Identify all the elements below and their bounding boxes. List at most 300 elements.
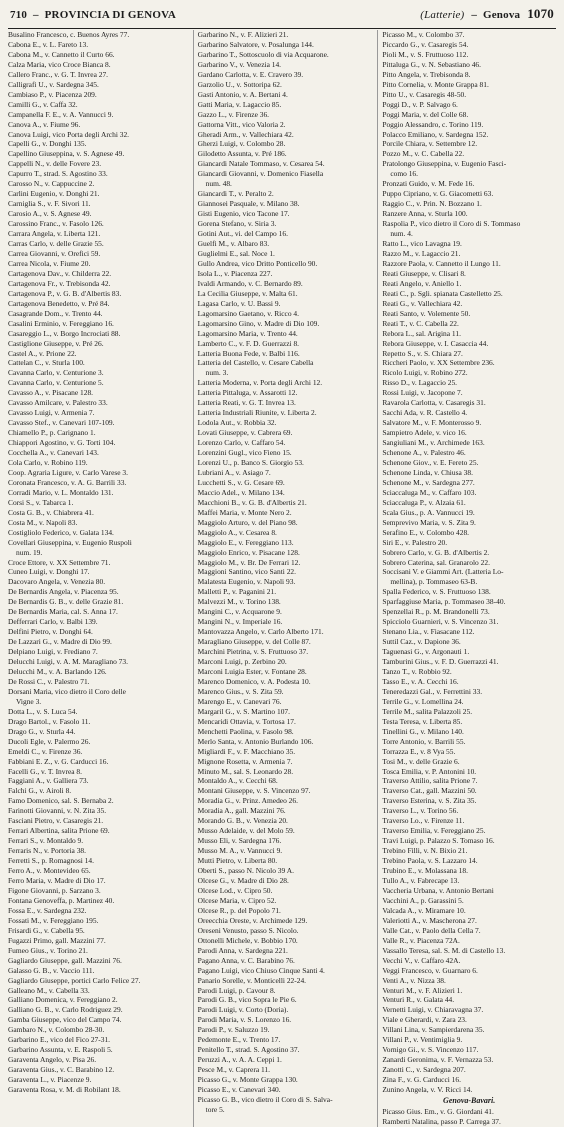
listing-entry: Penitello T., strad. S. Agostino 37. [197, 1045, 300, 1055]
listing-entry: Malatesta Eugenio, v. Napoli 93. [197, 577, 296, 587]
listing-entry: Schenone Giov., v. E. Fereto 25. [382, 457, 479, 467]
listing-entry: Carrara Angela, v. Liberta 121. [8, 229, 101, 239]
listing-entry: Macchioni B., v. G. B. d'Albertis 21. [197, 497, 307, 507]
listing-entry: Gardano Carlotta, v. E. Cravero 39. [197, 69, 304, 79]
listing-entry: Malvezzi M., v. Torino 138. [197, 597, 281, 607]
listing-entry: Gheradi Arm., v. Vallechiara 42. [197, 129, 294, 139]
listing-entry: Marengo E., v. Canevari 76. [197, 696, 282, 706]
listing-entry: Mignone Rosetta, v. Armenia 7. [197, 756, 293, 766]
listing-entry: Chiappori Agostino, v. G. Torti 104. [8, 438, 116, 448]
listing-entry: Reati T., v. C. Cabella 22. [382, 318, 459, 328]
listing-entry: Sciaccaluga M., v. Caffaro 103. [382, 487, 477, 497]
listing-entry: Emeldi C., v. Firenze 36. [8, 746, 83, 756]
listing-entry: Galleano M., v. Cabella 33. [8, 985, 90, 995]
listing-entry: Pratolongo Giuseppina, v. Eugenio Fasci- [382, 159, 507, 169]
listing-entry: Schenone A., v. Palestro 46. [382, 448, 466, 458]
listing-entry: Panario Sorelle, v. Monticelli 22-24. [197, 975, 307, 985]
listing-entry: Carniglia S., v. F. Sivori 11. [8, 199, 91, 209]
listing-entry-continuation: tore 5. [205, 1104, 225, 1114]
listing-entry: Raspolia P., vico dietro il Coro di S. Tommaso [382, 219, 521, 229]
listing-entry-continuation: num. 19. [16, 547, 43, 557]
listing-entry: Parodi Anna, v. Sardegna 221. [197, 945, 288, 955]
listing-entry: Galliano Domenica, v. Fereggiano 2. [8, 995, 118, 1005]
listing-entry-continuation: num. 3. [205, 368, 229, 378]
listing-entry: Casagrande Dom., v. Trento 44. [8, 308, 103, 318]
listing-entry: Corsi S., v. Tabarca 1. [8, 497, 74, 507]
listing-entry: Terrile G., v. Lomellina 24. [382, 696, 464, 706]
listing-entry: Parodi P., v. Saluzzo 19. [197, 1025, 270, 1035]
listing-entry: Tosca Emilia, v. P. Antonini 10. [382, 766, 477, 776]
listing-entry: Pesce M., v. Caprera 11. [197, 1065, 271, 1075]
listing-entry: Traverso Esterina, v. S. Zita 35. [382, 796, 477, 806]
listing-entry: Gamba Giuseppe, vico del Campo 74. [8, 1015, 122, 1025]
listing-entry-continuation: Vigne 3. [16, 696, 42, 706]
city-title: Genova [482, 9, 521, 21]
listing-entry: Marenco Domenico, v. A. Podesta 10. [197, 676, 311, 686]
listing-entry: Vacchini A., p. Garassini 5. [382, 895, 464, 905]
listing-entry: Gilodetto Assunta, v. Pré 186. [197, 149, 287, 159]
listing-entry: Menchetti Paolina, v. Fasolo 98. [197, 726, 294, 736]
listing-entry: Picasso G. B., vico dietro il Coro di S. Salva- [197, 1094, 333, 1104]
listing-entry: Fabbiani E. Z., v. G. Carducci 16. [8, 756, 109, 766]
listing-entry: Cappelli N., v. delle Fovere 23. [8, 159, 102, 169]
listing-entry: Garbarino E., vico del Fico 27-31. [8, 1035, 111, 1045]
listing-entry: Cattelan C., v. Sturla 100. [8, 358, 85, 368]
listing-entry: Olcese R., p. del Popolo 71. [197, 905, 281, 915]
listing-entry: Sacchi Ada, v. R. Castello 4. [382, 408, 468, 418]
listing-entry: Trebino Filli, v. N. Bixio 21. [382, 846, 468, 856]
listing-entry: Margaril G., v. S. Martino 107. [197, 706, 290, 716]
listing-entry: Picasso M., v. Colombo 37. [382, 30, 465, 39]
listing-entry: Cavasso Luigi, v. Armenia 7. [8, 408, 95, 418]
listing-entry: Cuneo Luigi, v. Donghi 17. [8, 567, 90, 577]
listing-entry: Ottonelli Michele, v. Bobbio 170. [197, 935, 298, 945]
listing-entry: Callero Franc., v. G. T. Invrea 27. [8, 69, 109, 79]
listing-entry: Covellari Giuseppina, v. Eugenio Ruspoli [8, 537, 132, 547]
listing-entry: Travi Luigi, p. Palazzo S. Tomaso 16. [382, 836, 495, 846]
listing-entry: Pitto Angela, v. Trebisonda 8. [382, 69, 471, 79]
listing-entry: Garbarino V., v. Venezia 14. [197, 59, 282, 69]
listing-entry: Parodi Luigi, p. Cavour 8. [197, 985, 276, 995]
listing-entry: Lagomarsino Maria, v. Trento 44. [197, 328, 298, 338]
listing-entry: Capellino Giuseppina, v. S. Agnese 49. [8, 149, 125, 159]
listing-entry: Riccheri Paolo, v. XX Settembre 236. [382, 358, 495, 368]
listing-entry: Sangiuliani M., v. Archimede 163. [382, 438, 485, 448]
listing-entry: Fugazzi Primo, gall. Mazzini 77. [8, 935, 106, 945]
listing-entry: Viale e Gherardi, v. Zara 23. [382, 1015, 467, 1025]
listing-entry: Calligrafi U., v. Sardegna 345. [8, 79, 99, 89]
listing-entry: Montaldo A., v. Cecchi 68. [197, 776, 278, 786]
listing-entry: Veggi Francesco, v. Guarnaro 6. [382, 965, 478, 975]
listing-entry-continuation: como 16. [390, 169, 419, 179]
listing-entry: La Cecilia Giuseppe, v. Malta 61. [197, 288, 298, 298]
page-number-right: 1070 [527, 6, 554, 21]
listing-entry: Mantovazza Angelo, v. Carlo Alberto 171. [197, 627, 324, 637]
listing-entry: Suttil Caz., v. Dapione 36. [382, 637, 461, 647]
listing-entry: Porcile Chiara, v. Settembre 12. [382, 139, 478, 149]
listing-entry: Pitto U., v. Casaregis 48-50. [382, 89, 467, 99]
listing-entry: Risso D., v. Lagaccio 25. [382, 378, 458, 388]
listing-entry: Garaventa Gius., v. C. Barabino 12. [8, 1065, 115, 1075]
listing-entry: Traverso Lo., v. Firenze 11. [382, 816, 465, 826]
listing-entry: De Bernardis Maria, cal. S. Anna 17. [8, 607, 118, 617]
listing-entry: Tullo A., v. Fabrecape 13. [382, 876, 460, 886]
listing-entry: Capelli G., v. Donghi 135. [8, 139, 87, 149]
listing-entry: Schenone Linda, v. Chiusa 38. [382, 467, 473, 477]
listing-entry: Lodola Aut., v. Robbia 32. [197, 418, 277, 428]
listing-entry: Busalino Francesco, c. Buenos Ayres 77. [8, 30, 130, 39]
listing-entry: Sciaccaluga P., v. Alzaia 61. [382, 497, 466, 507]
listing-entry: Tinellini G., v. Milano 140. [382, 726, 464, 736]
listing-entry: Ferrari S., v. Montaldo 9. [8, 836, 84, 846]
listing-entry: Traverso Emilia, v. Fereggiano 25. [382, 826, 486, 836]
listing-entry: Valcada A., v. Miramare 10. [382, 905, 466, 915]
listing-entry: Gagliardo Giuseppe, portici Carlo Felice 27. [8, 975, 141, 985]
listing-entry: Spenzellai R., p. M. Brandonelli 73. [382, 607, 490, 617]
listing-entry: Pagano Anna, v. C. Barabino 76. [197, 955, 295, 965]
listing-entry: Cavanna Carlo, v. Centurione 3. [8, 368, 104, 378]
section-heading: Genova-Bavari. [443, 1095, 496, 1105]
listing-entry: Latteria Pittaluga, v. Assarotti 12. [197, 388, 298, 398]
listing-entry: Ravarola Carlotta, v. Casaregis 31. [382, 398, 486, 408]
listing-entry: Carrea Giovanni, v. Orefici 59. [8, 248, 101, 258]
listing-entry-continuation: num. 4. [390, 229, 413, 239]
listing-entry: Farinotti Giovanni, v. N. Zita 35. [8, 806, 107, 816]
listing-entry: Garbarino Assunta, v. E. Raspoli 5. [8, 1045, 113, 1055]
listing-entry: Tamburini Gius., v. F. D. Guerrazzi 41. [382, 657, 499, 667]
listing-entry: Cartagenova Dav., v. Childerra 22. [8, 268, 112, 278]
listing-entry: Ricolo Luigi, v. Robino 272. [382, 368, 468, 378]
listing-entry: Morando G. B., v. Venezia 20. [197, 816, 288, 826]
listing-entry: Razzore Paola, v. Cannetto il Lungo 11. [382, 258, 501, 268]
listing-entry: Delpiano Luigi, v. Frediano 7. [8, 647, 98, 657]
listing-entry-continuation: num. 48. [205, 179, 232, 189]
listing-entry: Faggiani A., v. Galliera 73. [8, 776, 89, 786]
listing-entry: Tanzo T., v. Robbio 92. [382, 667, 452, 676]
listing-entry: Fossa E., v. Sardegna 232. [8, 905, 87, 915]
listing-entry: Olcese Maria, v. Cipro 52. [197, 895, 277, 905]
listing-entry: Cola Carlo, v. Robino 119. [8, 457, 88, 467]
listing-entry: Malletti P., v. Paganini 21. [197, 587, 277, 597]
listing-entry: Venti A., v. Nizza 38. [382, 975, 446, 985]
listing-entry: Razzo M., v. Lagaccio 21. [382, 248, 461, 258]
listing-entry: Pagano Luigi, vico Chiuso Cinque Santi 4. [197, 965, 325, 975]
listing-entry: Garbarino N., v. F. Alizieri 21. [197, 30, 289, 39]
listing-entry: Gasti Antonio, v. A. Bertani 4. [197, 89, 288, 99]
listing-entry: Raggio C., v. Prin. N. Bozzano 1. [382, 199, 482, 209]
listing-entry: Tosi M., v. delle Grazie 6. [382, 756, 460, 766]
listing-entry: Gullo Andrea, vico Dritto Ponticello 90. [197, 258, 318, 268]
listing-entry: Parodi G. B., vico Sopra le Pie 6. [197, 995, 297, 1005]
listing-entry: Giancardi Natale Tommaso, v. Cesarea 54. [197, 159, 325, 169]
listing-entry: Garzolio U., v. Sottoripa 62. [197, 79, 282, 89]
listing-entry: Maragliano Giuseppe, v. del Colle 87. [197, 637, 311, 647]
listing-entry: Peruzzi A., v. A. A. Ceppi 1. [197, 1055, 282, 1065]
listing-entry: Cocchella A., v. Canevari 143. [8, 448, 99, 458]
header-right [420, 6, 554, 22]
listing-entry: Drago Bartol., v. Fasolo 11. [8, 716, 91, 726]
listing-entry: Coronata Francesco, v. A. G. Barrili 33. [8, 477, 127, 487]
listing-entry: Garaventa Rosa, v. M. di Robilant 18. [8, 1085, 121, 1095]
listing-entry: Guelfi M., v. Albaro 83. [197, 239, 270, 249]
listing-entry: Latteria Moderna, v. Porta degli Archi 12. [197, 378, 323, 388]
listing-entry: Puppo Cipriano, v. G. Giacometti 63. [382, 189, 494, 199]
listing-entry: Dacovaro Angela, v. Venezia 80. [8, 577, 106, 587]
listing-entry: Cambiaso P., v. Piacenza 209. [8, 89, 97, 99]
listing-entry: Picasso E., v. Canevari 340. [197, 1085, 281, 1095]
listing-entry: Reati Santo, v. Volemente 50. [382, 308, 471, 318]
listing-entry: Oberti S., passo N. Nicolo 39 A. [197, 866, 294, 876]
listing-column-1 [8, 30, 187, 1127]
listing-entry: Fumeo Gius., v. Torino 21. [8, 945, 88, 955]
listing-entry: Picasso Gius. Em., v. G. Giordani 41. [382, 1106, 494, 1116]
listing-entry: Serafino E., v. Colombo 428. [382, 527, 470, 537]
listing-entry: Valle Cat., v. Paolo della Cella 7. [382, 925, 481, 935]
listing-entry: Maggiolo Enrico, v. Pisacane 128. [197, 547, 300, 557]
listing-entry: Garaventa L., v. Piacenze 9. [8, 1075, 92, 1085]
listing-entry: Carossino Franc., v. Fasolo 126. [8, 219, 104, 229]
listing-entry: Costa M., v. Napoli 83. [8, 517, 78, 527]
listing-entry: Mencaridi Ottavia, v. Tortosa 17. [197, 716, 296, 726]
listing-entry: Vernetti Luigi, v. Chiaravagna 37. [382, 1005, 484, 1015]
listing-entry: Vecchi V., v. Caffaro 42A. [382, 955, 461, 965]
listing-entry: Ferro Maria, v. Madre di Dio 17. [8, 876, 106, 886]
listing-entry: Fasciani Pietro, v. Casaregis 21. [8, 816, 104, 826]
listing-entry: Semprevivo Maria, v. S. Zita 9. [382, 517, 476, 527]
listing-entry: Reati Angelo, v. Aniello 1. [382, 278, 462, 288]
listing-entry: Valle R., v. Piacenza 72A. [382, 935, 460, 945]
page-header [8, 6, 556, 29]
listing-entry: Carosio A., v. S. Agnese 49. [8, 209, 92, 219]
listing-entry: Trebino Paola, v. S. Lazzaro 14. [382, 856, 478, 866]
listing-entry: Siri E., v. Palestro 20. [382, 537, 448, 547]
listing-entry: Tasso E., v. A. Cecchi 16. [382, 676, 459, 686]
listing-entry-continuation: mellina), p. Tommaseo 63-B. [390, 577, 478, 587]
listing-entry: Cabona M., v. Cannetto il Curto 66. [8, 49, 115, 59]
listing-entry: Fontana Genoveffa, p. Martinez 40. [8, 895, 115, 905]
listing-entry: Gorena Stefano, v. Siria 3. [197, 219, 277, 229]
listing-entry: Ivaldi Armando, v. C. Bernardo 89. [197, 278, 303, 288]
listing-entry: De Bernardis Angela, v. Piacenza 95. [8, 587, 119, 597]
header-dash-left: – [30, 9, 42, 21]
listing-entry: Campanella F. E., v. A. Vannucci 9. [8, 109, 114, 119]
listing-entry: Spicciolo Guarnieri, v. S. Vincenzo 31. [382, 617, 499, 627]
listing-entry: Valeriotti A., v. Mascherona 27. [382, 915, 477, 925]
listing-entry: Giancardi Giovanni, v. Domenico Fiasella [197, 169, 324, 179]
listing-entry: Trubino E., v. Molassana 18. [382, 866, 468, 876]
listing-entry: Gattorna Vitt., vico Valoria 2. [197, 119, 286, 129]
listing-entry: Poggi D., v. P. Salvago 6. [382, 99, 458, 109]
listing-entry: Dorsani Maria, vico dietro il Coro delle [8, 686, 126, 696]
listing-entry: Sampietro Adele, v. vico 16. [382, 428, 467, 438]
listing-entry: Maffei Maria, v. Monte Nero 2. [197, 507, 292, 517]
listing-entry: Merlo Santa, v. Antonio Burlando 106. [197, 736, 314, 746]
listing-entry: Rebora L., sal. Arigina 11. [382, 328, 461, 338]
listing-entry: Musso Eli, v. Sardegna 176. [197, 836, 282, 846]
listing-entry: De Rossi C., v. Palestro 71. [8, 676, 90, 686]
listing-entry: Frisardi G., v. Cabella 95. [8, 925, 85, 935]
listing-entry: Maggioni Santino, vico Santi 22. [197, 567, 296, 577]
listing-entry: Zunino Angela, v. V. Ricci 14. [382, 1085, 473, 1095]
listing-entry: Latteria Industriali Riunite, v. Liberta 2. [197, 408, 317, 418]
listing-entry: Cavanna Carlo, v. Centurione 5. [8, 378, 104, 388]
listing-entry: Mutti Pietro, v. Liberta 80. [197, 856, 278, 866]
listing-entry: Mangini C., v. Acquarone 9. [197, 607, 282, 617]
listing-entry: Marenco Gius., v. S. Zita 59. [197, 686, 284, 696]
listing-entry: Croce Ettore, v. XX Settembre 71. [8, 557, 111, 567]
listing-entry: Ducoli Egle, v. Palermo 26. [8, 736, 91, 746]
listing-entry: Zanotti C., v. Sardegna 207. [382, 1065, 466, 1075]
listing-entry: Delfini Pietro, v. Donghi 64. [8, 627, 93, 637]
listing-entry: Latteria del Castello, v. Cesare Cabella [197, 358, 314, 368]
listing-entry: Latteria Reati, v. G. T. Invrea 13. [197, 398, 296, 408]
listing-entry: Oreecchia Oreste, v. Archimede 129. [197, 915, 308, 925]
listing-entry: Giancardi T., v. Peralto 2. [197, 189, 274, 199]
listing-entry: Lorenzini Gugl., vico Fieno 15. [197, 448, 292, 458]
listing-entry: Reati Giuseppe, v. Clisari 8. [382, 268, 466, 278]
listing-entry: Olcese Lod., v. Cipro 50. [197, 885, 273, 895]
listing-entry: Delucchi Luigi, v. A. M. Maragliano 73. [8, 657, 128, 667]
listing-entry: Cavasso Amilcare, v. Palestro 33. [8, 398, 108, 408]
listing-entry: Ratto L., vico Lavagna 19. [382, 239, 462, 249]
listing-entry: Montani Giuseppe, v. S. Vincenzo 97. [197, 786, 311, 796]
listing-entry: De Lazzari G., v. Madre di Dio 99. [8, 637, 112, 647]
listing-entry: Garbarino T., Sottoscuolo di via Acquarone. [197, 49, 329, 59]
listing-entry: Coop. Agraria Ligure, v. Carlo Varese 3. [8, 467, 128, 477]
listing-entry: Soccisani V. e Giammi Art. (Latteria Lo- [382, 567, 504, 577]
listing-entry: Stenano Lia., v. Fiasacane 112. [382, 627, 475, 637]
listing-entry: Defferrari Carlo, v. Balbi 139. [8, 617, 98, 627]
listing-entry: Gotini Aut., vi. del Campo 16. [197, 229, 288, 239]
page-number-left: 710 [10, 9, 28, 21]
listing-entry: Moradia A., gall. Mazzini 76. [197, 806, 286, 816]
listing-entry: Torrazza E., v. 8 Vya 55. [382, 746, 456, 756]
listing-entry: Dotta L., v. S. Luca 54. [8, 706, 78, 716]
listing-entry: Salvatore M., v. F. Monterosso 9. [382, 418, 482, 428]
listing-entry: Rossi Luigi, v. Jacopone 7. [382, 388, 463, 398]
listing-entry: Minuto M., sal. S. Leonardo 28. [197, 766, 294, 776]
listing-entry: Pitto Cornelia, v. Monte Grappa 81. [382, 79, 489, 89]
listing-entry: Oreseni Venusto, passo S. Nicolo. [197, 925, 299, 935]
listing-entry: Figone Giovanni, p. Sarzano 3. [8, 885, 101, 895]
listing-entry: Polacco Emiliano, v. Sardegna 152. [382, 129, 489, 139]
listing-entry: Carrea Nicola, v. Fiume 20. [8, 258, 91, 268]
listing-entry: Delucchi M., v. A. Barlando 126. [8, 667, 107, 676]
listing-entry: Reati G., v. Vallechiara 42. [382, 298, 463, 308]
listing-entry: Cabona E., v. L. Fareto 13. [8, 39, 89, 49]
listing-entry: Galasso G. B., v. Vaccio 111. [8, 965, 95, 975]
listing-entry: Casareggio L., v. Borgo Incrociati 88. [8, 328, 121, 338]
listing-entry: Castiglione Giuseppe, v. Pré 26. [8, 338, 104, 348]
listing-entry: Spalla Federico, v. S. Fruttuoso 138. [382, 587, 491, 597]
listing-entry: Villani P., v. Ventimiglia 9. [382, 1035, 463, 1045]
listing-entry: Lagomarsino Gaetano, v. Ricco 4. [197, 308, 299, 318]
listing-entry: Isola L., v. Piacenza 227. [197, 268, 273, 278]
listing-entry: Traverso Cat., gall. Mazzini 50. [382, 786, 477, 796]
listing-entry: Chiamello P., p. Carignano 1. [8, 428, 96, 438]
listing-entry: Pittaluga G., v. N. Sebastiano 46. [382, 59, 482, 69]
listing-entry: Costa G. B., v. Chiabrera 41. [8, 507, 94, 517]
listing-entry: Lovati Giuseppe, v. Cabrera 69. [197, 428, 293, 438]
listing-entry: Cartagenova Fr., v. Trebisonda 42. [8, 278, 111, 288]
listing-entry: Falchi G., v. Airoli 8. [8, 786, 72, 796]
listing-entry: Sobrero Caterina, sal. Granarolo 22. [382, 557, 490, 567]
listing-entry: Venturi M., v. F. Alizieri 1. [382, 985, 463, 995]
listing-entry: Cartagenova P., v. G. B. d'Albertis 83. [8, 288, 122, 298]
listing-entry: Taguenasi G., v. Argonauti 1. [382, 647, 470, 657]
listing-entry: Casalini Erminio, v. Fereggiano 16. [8, 318, 114, 328]
listing-entry: Moradia G., v. Prinz. Amedeo 26. [197, 796, 298, 806]
listing-entry: Gherzi Luigi, v. Colombo 28. [197, 139, 286, 149]
listing-entry: Camilli G., v. Caffa 32. [8, 99, 78, 109]
listing-entry: Traverso L., v. Torino 56. [382, 806, 459, 816]
listing-entry: Villani Lina, v. Sampierdarena 35. [382, 1025, 485, 1035]
listing-entry: Pioli M., v. S. Fruttuoso 112. [382, 49, 469, 59]
listing-entry: Lagomarsino Gino, v. Madre di Dio 109. [197, 318, 320, 328]
listing-entry: Ferro A., v. Montevideo 65. [8, 866, 91, 876]
listing-entry: Guglielmi E., sal. Noce 1. [197, 248, 275, 258]
listing-entry: Lorenzo Carlo, v. Caffaro 54. [197, 438, 286, 448]
listing-entry: Famo Domenico, sal. S. Bernaba 2. [8, 796, 114, 806]
listing-entry: Vassallo Teresa, sal. S. M. di Castello 13. [382, 945, 506, 955]
listing-entry: Vaccheria Urbana, v. Antonio Bertani [382, 885, 494, 895]
listing-column-2 [193, 30, 372, 1127]
listing-entry: Maggiolo Arturo, v. del Piano 98. [197, 517, 298, 527]
listing-entry: Canova Luigi, vico Porta degli Archi 32. [8, 129, 130, 139]
listing-entry: Schenone M., v. Sardegna 277. [382, 477, 475, 487]
listing-entry: Vornigo Gi., v. S. Vincenzo 117. [382, 1045, 479, 1055]
listing-entry: Facelli G., v. T. Invrea 8. [8, 766, 83, 776]
listing-entry: Scala Gius., p. A. Vannucci 19. [382, 507, 475, 517]
listing-entry: Drago G., v. Sturla 44. [8, 726, 76, 736]
listing-entry: Teneredazzi Gal., v. Ferrettini 33. [382, 686, 483, 696]
listing-entry: Poggio Alessandro, c. Torino 119. [382, 119, 484, 129]
listing-entry: Traverso Attilio, salita Prione 7. [382, 776, 478, 786]
listing-entry: Picasso G., v. Monte Grappa 130. [197, 1075, 298, 1085]
listing-entry: Lorenzi U., p. Banco S. Giorgio 53. [197, 457, 304, 467]
listing-entry: Castel A., v. Prione 22. [8, 348, 77, 358]
listing-entry: Marconi Luigi, p. Zerbino 20. [197, 657, 287, 667]
listing-entry: Galliano G. B., v. Carlo Rodriguez 29. [8, 1005, 123, 1015]
listing-entry: Ranzere Anna, v. Sturla 100. [382, 209, 468, 219]
listing-entry: Piccardo G., v. Casaregis 54. [382, 39, 469, 49]
listing-entry: Capurro T., strad. S. Agostino 33. [8, 169, 108, 179]
listing-entry: Fossati M., v. Fereggiano 195. [8, 915, 99, 925]
listing-entry: Carlini Eugenio, v. Donghi 21. [8, 189, 100, 199]
listing-entry: Marchini Pietrina, v. S. Fruttuoso 37. [197, 647, 309, 657]
listing-entry: Sobrero Carlo, v. G. B. d'Albertis 2. [382, 547, 490, 557]
listing-entry: Giannosei Pasquale, v. Milano 38. [197, 199, 300, 209]
listing-entry: Garaventa Angelo, v. Pisa 26. [8, 1055, 97, 1065]
listing-entry: Venturi R., v. Galata 44. [382, 995, 455, 1005]
listing-entry: Ramberti Natalina, passo P. Carrega 37. [382, 1116, 501, 1126]
listing-entry: Maggiolo E., v. Fereggiano 113. [197, 537, 294, 547]
listing-entry: Cartagenova Benedetto, v. Pré 84. [8, 298, 110, 308]
listing-entry: Cavasso Stef., v. Canevari 107-109. [8, 418, 115, 428]
listing-entry: Lucchetti S., v. G. Cesare 69. [197, 477, 285, 487]
listing-entry: Parodi Luigi, v. Corto (Doria). [197, 1005, 289, 1015]
listing-entry: Lubriani A., v. Asiago 7. [197, 467, 271, 477]
listing-entry: De Bernardis G. B., v. delle Grazie 81. [8, 597, 124, 607]
listing-entry: Carosso N., v. Cappuccine 2. [8, 179, 95, 189]
listing-entry: Carras Carlo, v. delle Grazie 55. [8, 239, 104, 249]
listing-entry: Ferrari Albertina, salita Prione 69. [8, 826, 110, 836]
listing-entry: Cavasso A., v. Pisacane 128. [8, 388, 94, 398]
listing-entry: Gambaro N., v. Colombo 28-30. [8, 1025, 105, 1035]
listing-entry: Musso Adelaide, v. del Molo 59. [197, 826, 295, 836]
listing-entry: Gagliardo Giuseppe, gall. Mazzini 76. [8, 955, 122, 965]
listing-entry: Latteria Buona Fede, v. Balbi 116. [197, 348, 300, 358]
